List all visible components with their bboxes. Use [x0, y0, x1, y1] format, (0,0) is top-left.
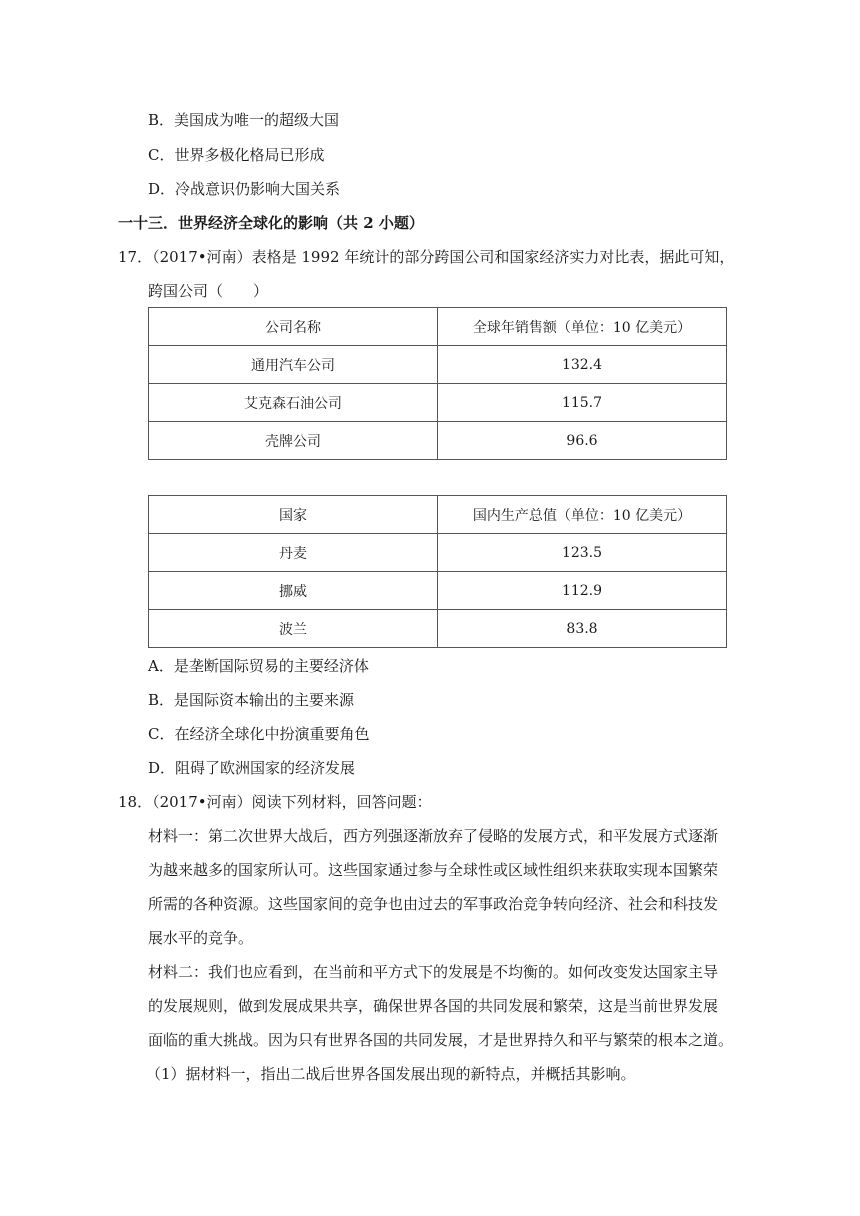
table-row [149, 346, 727, 384]
table-header-cell: 国家 [149, 496, 438, 534]
table-row [149, 572, 727, 610]
table-cell: 115.7 [438, 384, 727, 422]
table-cell: 96.6 [438, 422, 727, 460]
q16-option-d: D．冷战意识仍影响大国关系 [148, 180, 341, 198]
q18-material1-line: 展水平的竞争。 [148, 929, 254, 947]
table-cell: 132.4 [438, 346, 727, 384]
table-header-cell: 国内生产总值（单位：10 亿美元） [438, 496, 727, 534]
table-row [149, 610, 727, 648]
table-cell: 挪威 [149, 572, 438, 610]
table-cell: 123.5 [438, 534, 727, 572]
table-header-cell: 全球年销售额（单位：10 亿美元） [438, 308, 727, 346]
section-heading: 一十三．世界经济全球化的影响（共 2 小题） [118, 214, 424, 232]
table-header-row [149, 308, 727, 346]
q17-option-d: D．阻碍了欧洲国家的经济发展 [148, 759, 356, 777]
table-header-row [149, 496, 727, 534]
table-cell: 112.9 [438, 572, 727, 610]
q18-sub-question-1: （1）据材料一，指出二战后世界各国发展出现的新特点，并概括其影响。 [146, 1065, 636, 1083]
q17-stem-line2: 跨国公司（ ） [148, 282, 269, 300]
q18-material1-line: 材料一：第二次世界大战后，西方列强逐渐放弃了侵略的发展方式，和平发展方式逐渐 [148, 827, 719, 845]
q16-option-b: B．美国成为唯一的超级大国 [148, 111, 340, 129]
table-header-cell: 公司名称 [149, 308, 438, 346]
q17-stem-line1: 17．（2017•河南）表格是 1992 年统计的部分跨国公司和国家经济实力对比表，据此可知， [118, 248, 735, 266]
table-row [149, 384, 727, 422]
table-cell: 波兰 [149, 610, 438, 648]
table-cell: 艾克森石油公司 [149, 384, 438, 422]
q18-stem: 18．（2017•河南）阅读下列材料，回答问题： [118, 793, 432, 811]
q17-option-c: C．在经济全球化中扮演重要角色 [148, 725, 370, 743]
table-cell: 通用汽车公司 [149, 346, 438, 384]
q18-material2-line: 面临的重大挑战。因为只有世界各国的共同发展，才是世界持久和平与繁荣的根本之道。 [148, 1031, 734, 1049]
table-cell: 壳牌公司 [149, 422, 438, 460]
q18-material2-line: 材料二：我们也应看到，在当前和平方式下的发展是不均衡的。如何改变发达国家主导 [148, 963, 719, 981]
q18-material1-line: 为越来越多的国家所认可。这些国家通过参与全球性或区域性组织来获取实现本国繁荣 [148, 861, 719, 879]
q16-option-c: C．世界多极化格局已形成 [148, 146, 325, 164]
q18-material2-line: 的发展规则，做到发展成果共享，确保世界各国的共同发展和繁荣，这是当前世界发展 [148, 997, 719, 1015]
q17-option-a: A．是垄断国际贸易的主要经济体 [148, 657, 369, 675]
table-cell: 丹麦 [149, 534, 438, 572]
table-row [149, 422, 727, 460]
table-cell: 83.8 [438, 610, 727, 648]
q17-country-table [148, 495, 727, 648]
table-row [149, 534, 727, 572]
q18-material1-line: 所需的各种资源。这些国家间的竞争也由过去的军事政治竞争转向经济、社会和科技发 [148, 895, 719, 913]
q17-option-b: B．是国际资本输出的主要来源 [148, 691, 355, 709]
q17-company-table [148, 307, 727, 460]
